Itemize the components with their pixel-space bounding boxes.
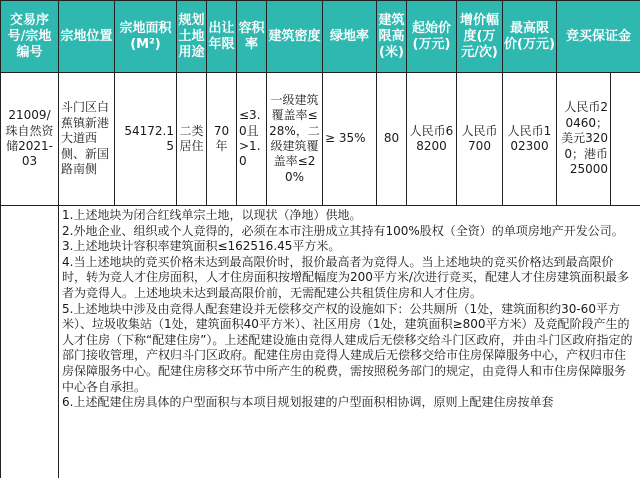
- cell-deposit: 人民币20460；美元3200；港币25000: [557, 73, 611, 206]
- note-item-6: 6.上述配建住房具体的户型面积与本项目规划报建的户型面积相协调，原则上配建住房按单套: [62, 395, 554, 410]
- header-use: 规划土地用途: [177, 1, 207, 73]
- notes-cell: [59, 206, 640, 478]
- cell-max-price: 人民币102300: [503, 73, 557, 206]
- header-start-price: 起始价(万元): [407, 1, 457, 73]
- header-increment: 增价幅度(万元/次): [457, 1, 503, 73]
- note-item-3: 3.上述地块计容积率建筑面积≤162516.45平方米。: [62, 239, 341, 254]
- header-far: 容积率: [237, 1, 267, 73]
- note-item-2: 2.外地企业、组织或个人竞得的，必须在本市注册成立其持有100%股权（全资）的单项房地产开发公司。: [62, 223, 624, 238]
- notes-left-blank: [1, 206, 59, 478]
- cell-location: 斗门区白蕉镇新港大道西侧、新国路南侧: [59, 73, 115, 206]
- header-area: [115, 1, 177, 73]
- parcel-row: [1, 73, 640, 206]
- header-green: 绿地率: [323, 1, 377, 73]
- header-area-unit: (M²): [130, 36, 161, 52]
- header-height: 建筑限高(米): [377, 1, 407, 73]
- header-deposit: 竞买保证金: [557, 1, 640, 73]
- header-max-price: 最高限价(万元): [503, 1, 557, 73]
- note-item-5: 5.上述地块中涉及由竞得人配套建设并无偿移交产权的设施如下：公共厕所（1处，建筑面积约30-60平方米）、垃圾收集站（1处，建筑面积40平方米）、社区用房（1处，建筑面积≥800平方米）及竞配阶段产生的人才住房（下称“配建住房”）。上述配建设施由竞得人建成后无偿移交给斗门区政府，并由斗门区政府指定的部门接收管理，产权归斗门区政府。配建住房由竞得人建成后无偿移交给市住房保障服务中心，产权归市住房保障服务中心。配建住房移交环节中所产生的税费，需按照税务部门的规定，由竞得人和市住房保障服务中心各自承担。: [62, 301, 633, 394]
- cell-far: ≤3.0且>1.0: [237, 73, 267, 206]
- cell-height: 80: [377, 73, 407, 206]
- cell-start-price: 人民币68200: [407, 73, 457, 206]
- cell-increment: 人民币700: [457, 73, 503, 206]
- cell-empty: [611, 73, 640, 206]
- header-density: 建筑密度: [267, 1, 323, 73]
- cell-use: 二类居住: [177, 73, 207, 206]
- header-location: 宗地位置: [59, 1, 115, 73]
- header-row: [1, 1, 640, 73]
- cell-term: 70年: [207, 73, 237, 206]
- cell-seq: 21009/珠自然资储2021-03: [1, 73, 59, 206]
- cell-green: ≥ 35%: [323, 73, 377, 206]
- header-term: 出让年限: [207, 1, 237, 73]
- note-item-4: 4.当上述地块的竞买价格未达到最高限价时，报价最高者为竞得人。当上述地块的竞买价格达到最高限价时，转为竞人才住房面积，人才住房面积按增配幅度为200平方米/次进行竞买，配建人才住房建筑面积最多者为竞得人。上述地块未达到最高限价前，无需配建公共租赁住房和人才住房。: [62, 254, 629, 300]
- cell-density: 一级建筑覆盖率≤28%，二级建筑覆盖率≤20%: [267, 73, 323, 206]
- header-area-label: 宗地面积: [119, 20, 172, 36]
- cell-area: 54172.15: [115, 73, 177, 206]
- note-item-1: 1.上述地块为闭合红线单宗土地，以现状（净地）供地。: [62, 208, 362, 222]
- notes-row: [1, 206, 640, 478]
- header-seq: 交易序号/宗地编号: [1, 1, 59, 73]
